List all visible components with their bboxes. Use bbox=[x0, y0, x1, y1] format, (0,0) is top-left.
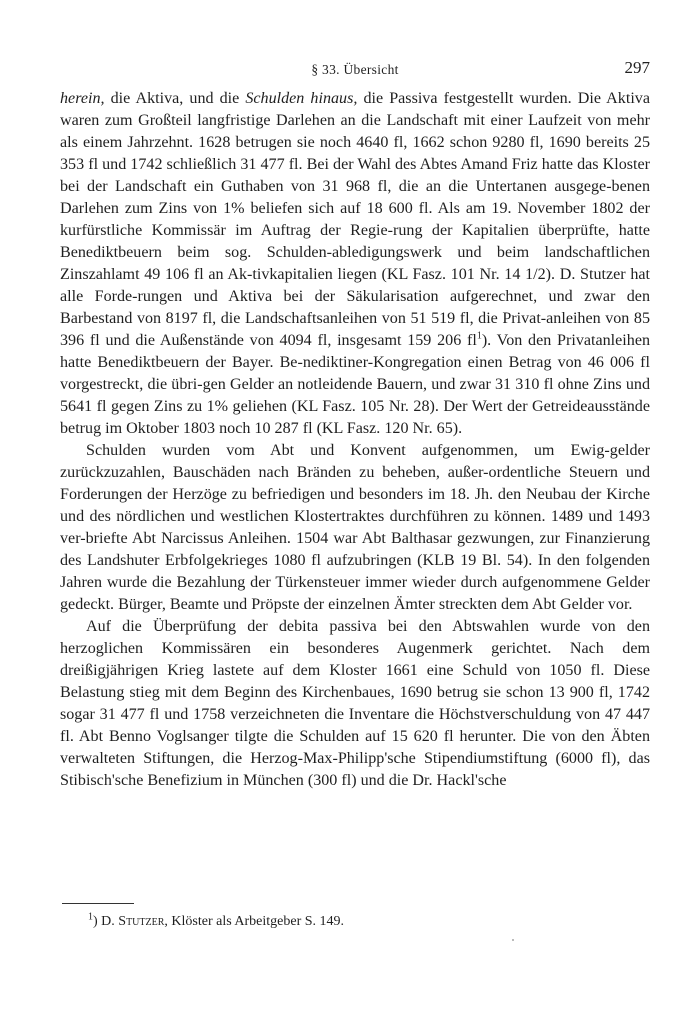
running-title: § 33. Übersicht bbox=[311, 62, 399, 77]
scan-speck bbox=[512, 939, 514, 941]
paragraph-1-text-a: die Aktiva, und die bbox=[104, 90, 246, 107]
italic-term-schulden: Schulden hinaus, bbox=[245, 90, 358, 107]
paragraph-2: Schulden wurden vom Abt und Konvent aufgenommen, um Ewig-gelder zurückzuzahlen, Bauschäden nach Bränden zu beheben, außer-ordentliche Steuern und Forderungen der Herzöge zu befriedigen und besonders im 18. Jh. den Neubau der Kirche und des nördlichen und westlichen Klostertraktes durchführen zu können. 1489 und 1493 ver-briefte Abt Narcissus Anleihen. 1504 war Abt Balthasar gezwungen, zur Finanzierung des Landshuter Erbfolgekrieges 1080 fl aufzubringen (KLB 19 Bl. 54). In den folgenden Jahren wurde die Bezahlung der Türkensteuer immer wieder durch aufgenommene Gelder gedeckt. Bürger, Beamte und Pröpste der einzelnen Ämter streckten dem Abt Gelder vor. bbox=[60, 442, 650, 613]
footnote-text-a: ) D. bbox=[93, 914, 119, 929]
footnote bbox=[88, 913, 648, 931]
italic-term-herein: herein, bbox=[60, 90, 105, 107]
body-text bbox=[60, 88, 650, 792]
page-number: 297 bbox=[624, 58, 650, 77]
paragraph-1 bbox=[60, 88, 650, 440]
paragraph-1-text-b: die Passiva festgestellt wurden. Die Aktiva waren zum Großteil langfristige Darlehen an die Landschaft mit einer Laufzeit von mehr als einem Jahrzehnt. 1628 betrugen sie noch 4640 fl, 1662 schon 9280 fl, 1690 bereits 25 353 fl und 1742 schließlich 31 477 fl. Bei der Wahl des Abtes Amand Friz hatte das Kloster bei der Landschaft ein Guthaben von 31 968 fl, die an die Untertanen ausgege-benen Darlehen zum Zins von 1% beliefen sich auf 18 600 fl. Als am 19. November 1802 der kurfürstliche Kommissär im Auftrag der Regie-rung der Kapitalien überprüfte, hatte Benediktbeuern beim sog. Schulden-abledigungswerk und beim landschaftlichen Zinszahlamt 49 106 fl an Ak-tivkapitalien liegen (KL Fasz. 101 Nr. 14 1/2). D. Stutzer hat alle Forde-rungen und Aktiva bei der Säkularisation aufgerechnet, und zwar den Barbestand von 8197 fl, die Landschaftsanleihen von 51 519 fl, die Privat-anleihen von 85 396 fl und die Außenstände von 4094 fl, insgesamt 159 206 fl bbox=[60, 90, 650, 349]
paragraph-1-text-c: ). Von den Privatanleihen hatte Benediktbeuern der Bayer. Be-nediktiner-Kongregation einen Betrag von 46 006 fl vorgestreckt, die übri-gen Gelder an notleidende Bauern, und zwar 31 310 fl ohne Zins und 5641 fl gegen Zins zu 1% geliehen (KL Fasz. 105 Nr. 28). Der Wert der Getreideausstände betrug im Oktober 1803 noch 10 287 fl (KL Fasz. 120 Nr. 65). bbox=[60, 332, 651, 437]
running-head bbox=[60, 58, 650, 80]
footnote-author: Stutzer bbox=[118, 914, 165, 929]
footnote-marker: 1 bbox=[88, 911, 93, 923]
footnote-text-b: , Klöster als Arbeitgeber S. 149. bbox=[164, 914, 345, 929]
footnote-reference[interactable]: 1 bbox=[476, 330, 482, 342]
footnote-divider bbox=[62, 903, 134, 904]
paragraph-3: Auf die Überprüfung der debita passiva bei den Abtswahlen wurde von den herzoglichen Kommissären ein besonderes Augenmerk gerichtet. Nach dem dreißigjährigen Krieg lastete auf dem Kloster 1661 eine Schuld von 1050 fl. Diese Belastung stieg mit dem Beginn des Kirchenbaues, 1690 betrug sie schon 13 900 fl, 1742 sogar 31 477 fl und 1758 verzeichneten die Inventare die Höchstverschuldung von 47 447 fl. Abt Benno Voglsanger tilgte die Schulden auf 15 620 fl herunter. Die von den Äbten verwalteten Stiftungen, die Herzog-Max-Philipp'sche Stipendiumstiftung (6000 fl), das Stibisch'sche Benefizium in München (300 fl) und die Dr. Hackl'sche bbox=[60, 618, 650, 789]
